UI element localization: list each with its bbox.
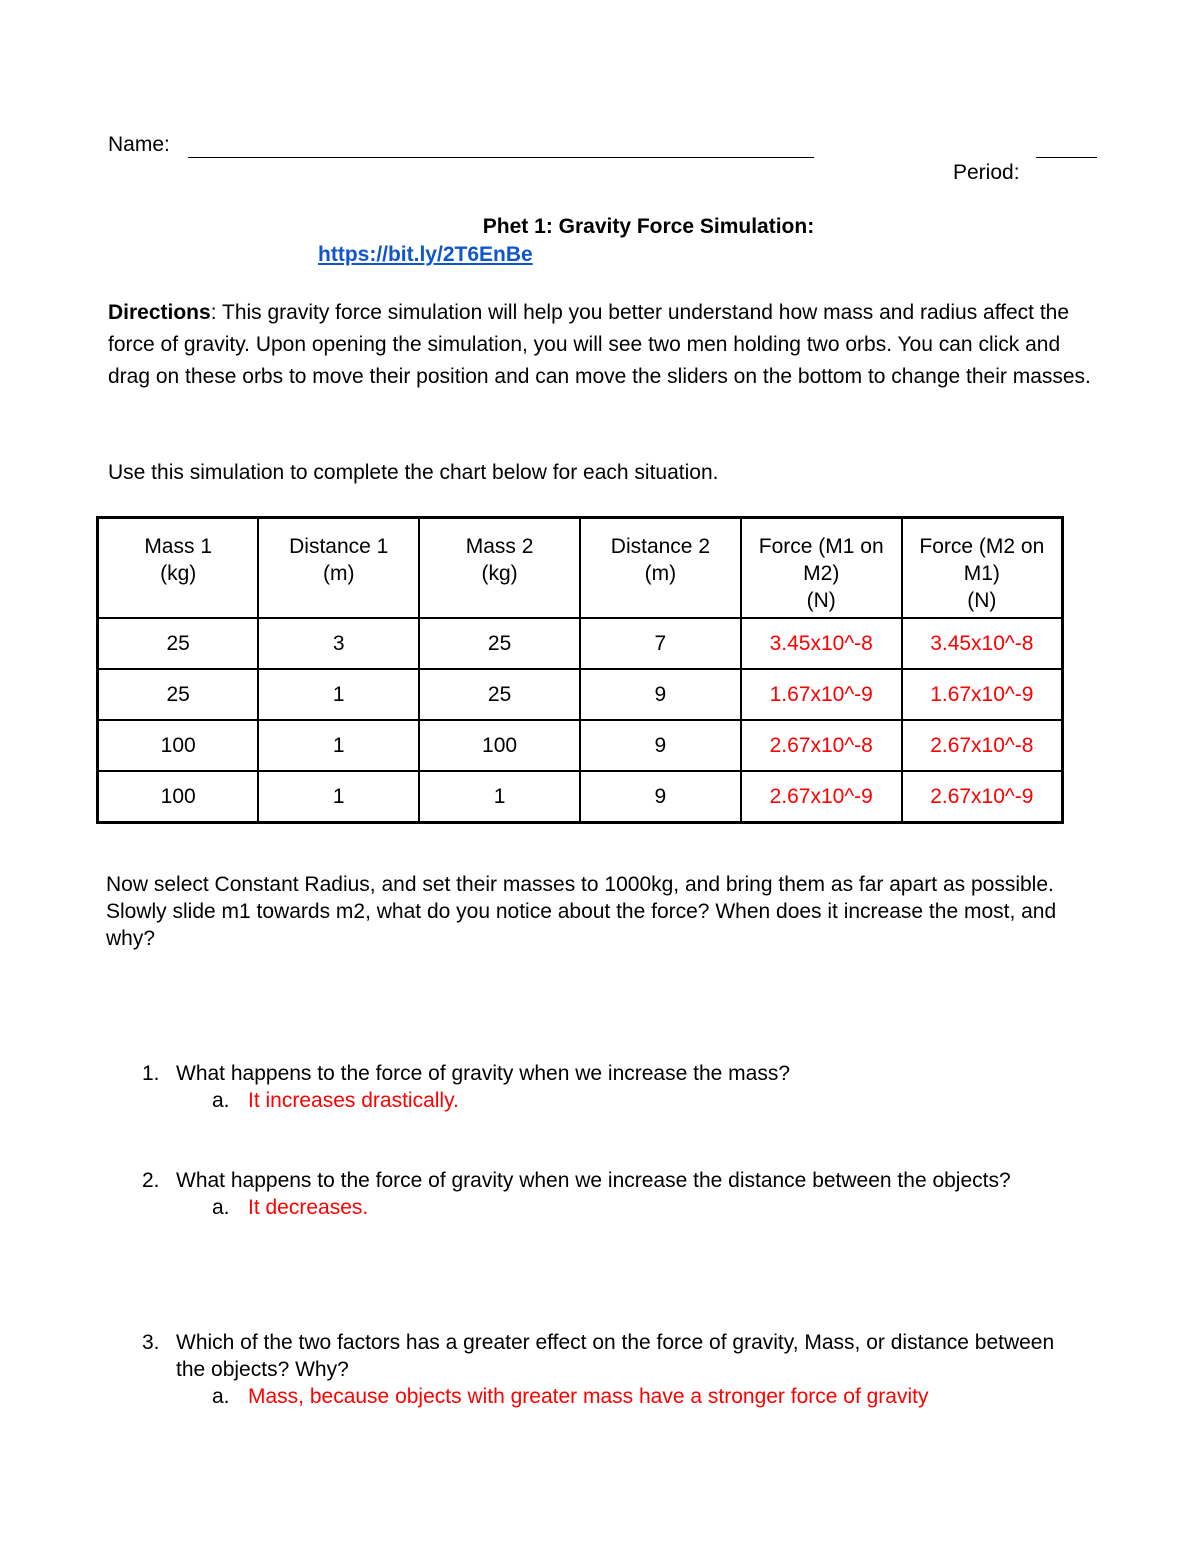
answer-text[interactable]: Mass, because objects with greater mass have a stronger force of gravity [248, 1385, 929, 1408]
question-2 [142, 1167, 1082, 1221]
constant-radius-prompt: Now select Constant Radius, and set their masses to 1000kg, and bring them as far apart as possible. Slowly slide m1 towards m2, what do you notice about the force? When does it increase the most, and why? [106, 873, 1057, 950]
question-number: 2. [142, 1169, 160, 1192]
force-answer-cell[interactable]: 3.45x10^-8 [902, 618, 1063, 669]
answer-text[interactable]: It decreases. [248, 1196, 369, 1219]
table-row [98, 720, 1063, 771]
header-line: Distance 2 [610, 535, 710, 558]
header-line: Distance 1 [289, 535, 389, 558]
data-table [96, 516, 1064, 824]
period-label: Period: [953, 161, 1020, 184]
table-cell[interactable]: 100 [419, 720, 580, 771]
header-line: Force (M2 on [919, 535, 1045, 558]
table-cell[interactable]: 25 [419, 669, 580, 720]
table-row [98, 618, 1063, 669]
answer [212, 1087, 1082, 1114]
header-unit: (kg) [160, 562, 197, 585]
table-cell[interactable]: 1 [258, 771, 419, 823]
header-cell [580, 518, 741, 618]
header-unit: (N) [967, 589, 997, 612]
table-cell[interactable]: 100 [98, 720, 259, 771]
table-cell[interactable]: 9 [580, 669, 741, 720]
simulation-link[interactable]: https://bit.ly/2T6EnBe [318, 243, 533, 266]
force-answer-cell[interactable]: 3.45x10^-8 [741, 618, 902, 669]
answer [212, 1383, 1082, 1410]
instruction-text: Use this simulation to complete the chart below for each situation. [108, 461, 719, 484]
table-cell[interactable]: 9 [580, 771, 741, 823]
table-cell[interactable]: 1 [258, 720, 419, 771]
directions-text: : This gravity force simulation will help you better understand how mass and radius affect the force of gravity. Upon opening the simulation, you will see two men holding two orbs. You can click and drag on these orbs to move their position and can move the sliders on the bottom to change their masses. [108, 301, 1091, 388]
question-text: Which of the two factors has a greater effect on the force of gravity, Mass, or distance between the objects? Why? [176, 1331, 1055, 1381]
header-cell [419, 518, 580, 618]
force-answer-cell[interactable]: 2.67x10^-8 [741, 720, 902, 771]
table-cell[interactable]: 100 [98, 771, 259, 823]
header-cell [902, 518, 1063, 618]
answer-label: a. [212, 1089, 230, 1112]
table-row [98, 669, 1063, 720]
header-line: Force (M1 on [758, 535, 884, 558]
header-unit: (m) [644, 562, 677, 585]
table-cell[interactable]: 7 [580, 618, 741, 669]
name-label: Name: [108, 133, 170, 156]
table-cell[interactable]: 1 [258, 669, 419, 720]
question-1 [142, 1060, 1082, 1114]
header-unit: (N) [806, 589, 836, 612]
directions-paragraph [108, 297, 1098, 393]
question-text: What happens to the force of gravity when we increase the distance between the objects? [176, 1169, 1011, 1192]
header-cell [258, 518, 419, 618]
header-unit: (m) [323, 562, 355, 585]
header-line: Mass 1 [144, 535, 212, 558]
period-field-line[interactable] [1036, 157, 1097, 158]
force-answer-cell[interactable]: 1.67x10^-9 [741, 669, 902, 720]
answer-label: a. [212, 1196, 230, 1219]
table-cell[interactable]: 25 [98, 669, 259, 720]
table-row [98, 771, 1063, 823]
answer [212, 1194, 1082, 1221]
answer-text[interactable]: It increases drastically. [248, 1089, 459, 1112]
table-cell[interactable]: 3 [258, 618, 419, 669]
question-text: What happens to the force of gravity when we increase the mass? [176, 1062, 790, 1085]
name-field-line[interactable] [188, 157, 814, 158]
header-unit: (kg) [481, 562, 518, 585]
question-number: 3. [142, 1331, 160, 1354]
table-cell[interactable]: 9 [580, 720, 741, 771]
force-answer-cell[interactable]: 2.67x10^-9 [741, 771, 902, 823]
table-cell[interactable]: 25 [98, 618, 259, 669]
force-answer-cell[interactable]: 1.67x10^-9 [902, 669, 1063, 720]
header-line: M1) [963, 562, 1000, 585]
table-cell[interactable]: 25 [419, 618, 580, 669]
header-cell [98, 518, 259, 618]
header-line: M2) [803, 562, 840, 585]
force-answer-cell[interactable]: 2.67x10^-9 [902, 771, 1063, 823]
page-title: Phet 1: Gravity Force Simulation: [482, 215, 815, 238]
question-number: 1. [142, 1062, 160, 1085]
force-answer-cell[interactable]: 2.67x10^-8 [902, 720, 1063, 771]
directions-label: Directions [108, 301, 211, 324]
table-header-row [98, 518, 1063, 618]
header-line: Mass 2 [465, 535, 534, 558]
header-cell [741, 518, 902, 618]
answer-label: a. [212, 1385, 230, 1408]
table-cell[interactable]: 1 [419, 771, 580, 823]
question-3 [142, 1329, 1082, 1410]
